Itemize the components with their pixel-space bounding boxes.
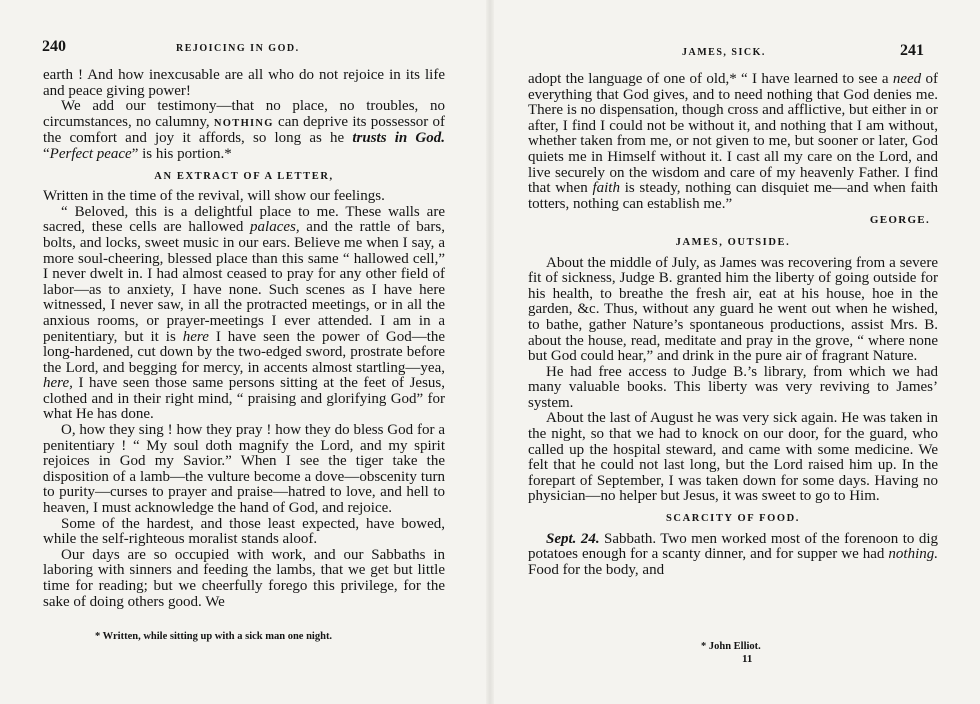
paragraph: Some of the hardest, and those least expected, have bowed, while the self-righteous moralist stands aloof. [43,515,445,548]
running-head-left: REJOICING IN GOD. [176,43,300,54]
right-body [528,72,938,578]
paragraph: He had free access to Judge B.’s library, from which we had many valuable books. This liberty was very reviving to James’ system. [528,363,938,411]
signature: GEORGE. [869,214,930,227]
paragraph: Written in the time of the revival, will show our feelings. [43,188,385,205]
paragraph: About the last of August he was very sick again. He was taken in the night, so that we had to knock on our door, for the guard, who called up the hospital steward, and came with some medicine. We felt that he could not last long, but the Lord raised him up. In the forepart of September, I was taken down for some days. Having no physician—no helper but Jesus, it was sweet to go to Him. [528,410,938,505]
running-head-right: JAMES, SICK. [682,47,766,58]
section-heading: AN EXTRACT OF A LETTER, [154,170,334,182]
footnote: * John Elliot. [701,641,761,652]
section-heading: SCARCITY OF FOOD. [665,513,801,525]
right-page [490,0,980,704]
footnote: * Written, while sitting up with a sick man one night. [95,631,333,642]
paragraph: Sept. 24. Sabbath. Two men worked most of the forenoon to dig potatoes enough for a scanty dinner, and for supper we had nothing. Food for the body, and [528,530,939,578]
page-number-left: 240 [42,38,66,55]
page-number-right: 241 [900,42,924,59]
paragraph: Our days are so occupied with work, and our Sabbaths in laboring with sinners and feeding the lambs, that we get but little time for reading; but we cheerfully forego this privilege, for the sake of doing others good. We [43,546,445,610]
paragraph: earth ! And how inexcusable are all who do not rejoice in its life and peace giving power! [43,67,445,99]
signature-mark: 11 [742,653,753,665]
paragraph: O, how they sing ! how they pray ! how they do bless God for a penitentiary ! “ My soul doth magnify the Lord, and my spirit rejoices in God my Savior.” When I see the tiger take the disposition of a lamb—the vulture become a dove—obscenity turn to purity—curses to prayer and praise—hatred to love, and hell to heaven, I must acknowledge the hand of God, and rejoice. [43,422,445,517]
section-heading: JAMES, OUTSIDE. [675,236,791,248]
paragraph: About the middle of July, as James was recovering from a severe fit of sickness, Judge B. granted him the liberty of going outside for his health, to breathe the fresh air, eat at his house, hoe in the garden, &c. Thus, without any guard he went out when he wished, to bathe, gather Nature’s spontaneous productions, assist Mrs. B. about the house, read, meditate and pray in the grove, “ where none but God could hear,” and drink in the pure air of fragrant Nature. [528,254,938,365]
paragraph: adopt the language of one of old,* “ I have learned to see a need of everything that God gives, and to need nothing that God denies me. There is no dispensation, though cross and afflictive, but either in or after, I find I could not be without it, and nothing that I am without, whether taken from me, or not given to me, but sooner or later, God quiets me in Himself without it. I cast all my care on the Lord, and live securely on the wisdom and care of my heavenly Father. I find that when faith is steady, nothing can disquiet me—and when faith totters, nothing can establish me.” [528,71,939,212]
paragraph: “ Beloved, this is a delightful place to me. These walls are sacred, these cells are hallowed palaces, and the rattle of bars, bolts, and locks, sweet music in our ears. Believe me when I say, a more soul-cheering, blessed place than this same “ hallowed cell,” I never dwelt in. I had almost ceased to pray for any other field of labor—as to anxiety, I have none. Such scenes as I have here witnessed, I never saw, in all the protracted meetings, or in all the anxious rooms, or prayer-meetings I ever attended. I am in a penitentiary, but it is here I have seen the power of God—the long-hardened, cut down by the two-edged sword, prostrate before the Lord, and begging for mercy, in accents almost startling—yea, here, I have seen those same persons sitting at the feet of Jesus, clothed and in their right mind, “ praising and glorifying God” for what He has done. [43,203,446,423]
paragraph: We add our testimony—that no place, no troubles, no circumstances, no calumny, NOTHING can deprive its possessor of the comfort and joy it affords, so long as he trusts in God. “Perfect peace” is his portion.* [43,98,446,162]
left-body [43,68,445,610]
